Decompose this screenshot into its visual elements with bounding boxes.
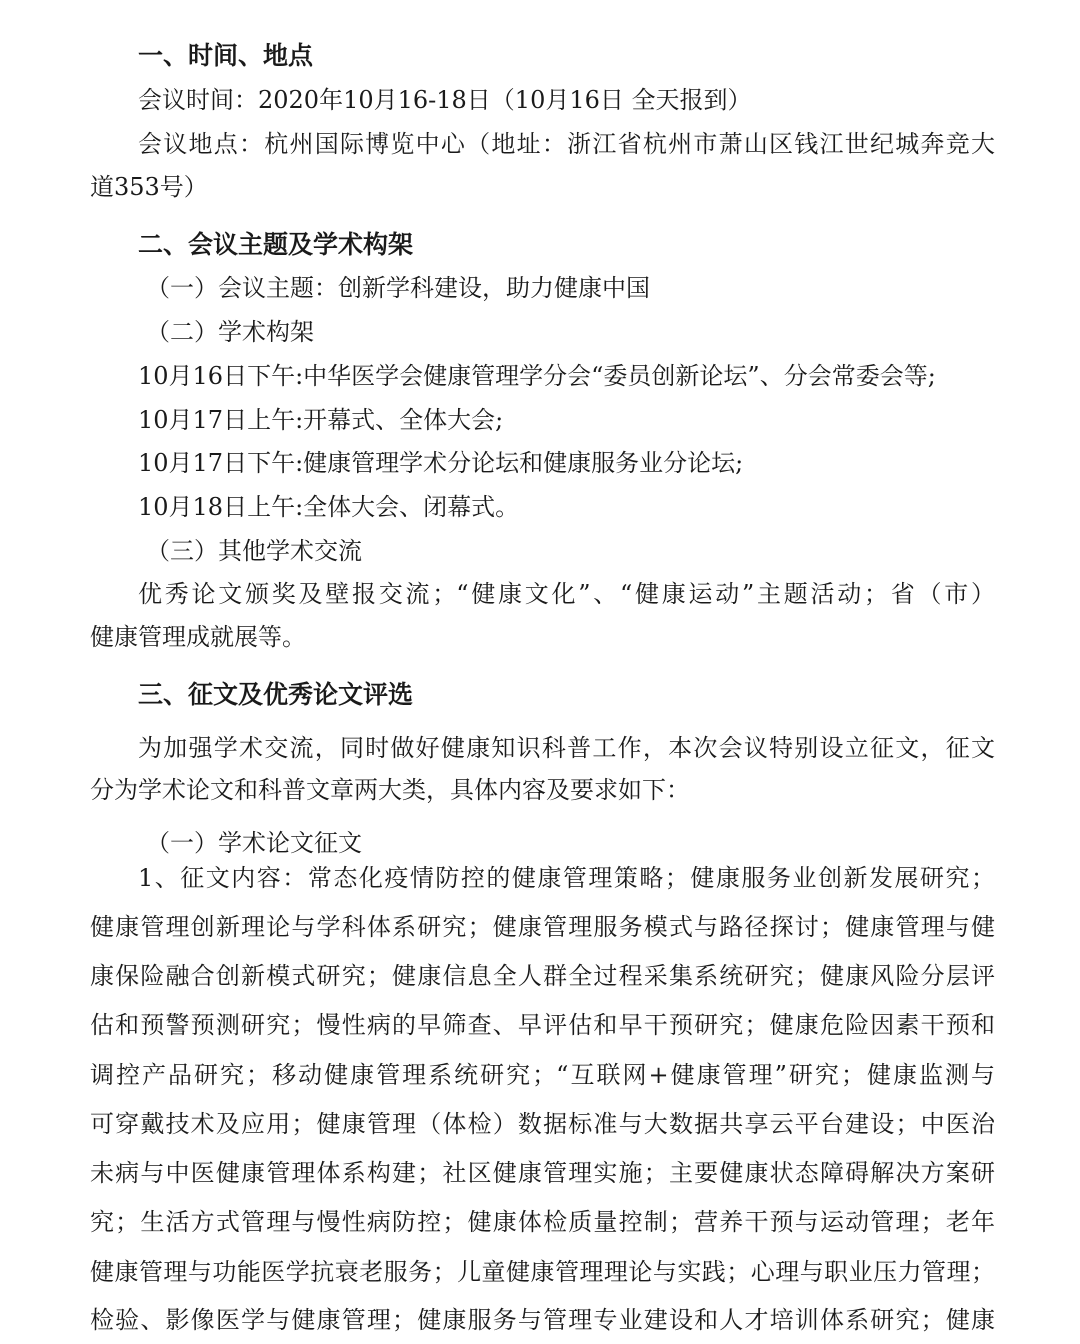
section-heading-papers: 三、征文及优秀论文评选 [138,680,414,709]
papers-intro-line: 分为学术论文和科普文章两大类，具体内容及要求如下： [90,776,690,804]
paper-content-line: 康保险融合创新模式研究；健康信息全人群全过程采集系统研究；健康风险分层评 [90,962,995,990]
other-exchange-line: 优秀论文颁奖及壁报交流；“健康文化”、“健康运动”主题活动；省（市） [138,580,995,608]
paper-content-line: 估和预警预测研究；慢性病的早筛查、早评估和早干预研究；健康危险因素干预和 [90,1011,995,1039]
paper-content-line: 可穿戴技术及应用；健康管理（体检）数据标准与大数据共享云平台建设；中医治 [90,1110,995,1138]
schedule-item: 10月17日下午:健康管理学术分论坛和健康服务业分论坛; [138,449,744,477]
framework-heading: （二）学术构架 [146,318,314,346]
paper-content-line: 未病与中医健康管理体系构建；社区健康管理实施；主要健康状态障碍解决方案研 [90,1159,995,1187]
schedule-item: 10月17日上午:开幕式、全体大会; [138,406,504,434]
papers-intro-line: 为加强学术交流，同时做好健康知识科普工作，本次会议特别设立征文，征文 [138,734,995,762]
section-heading-time-location: 一、时间、地点 [138,41,314,70]
schedule-item: 10月18日上午:全体大会、闭幕式。 [138,493,520,521]
meeting-location-line: 会议地点：杭州国际博览中心（地址：浙江省杭州市萧山区钱江世纪城奔竞大 [138,130,995,158]
other-exchange-heading: （三）其他学术交流 [146,537,362,565]
meeting-location-line: 道353号） [90,173,208,201]
paper-content-line: 1、征文内容：常态化疫情防控的健康管理策略；健康服务业创新发展研究； [138,864,995,892]
meeting-time: 会议时间：2020年10月16-18日（10月16日 全天报到） [138,86,752,114]
other-exchange-line: 健康管理成就展等。 [90,623,306,651]
paper-content-line: 健康管理与功能医学抗衰老服务；儿童健康管理理论与实践；心理与职业压力管理； [90,1258,995,1286]
paper-content-line: 健康管理创新理论与学科体系研究；健康管理服务模式与路径探讨；健康管理与健 [90,913,995,941]
section-heading-theme-framework: 二、会议主题及学术构架 [138,230,414,259]
academic-papers-heading: （一）学术论文征文 [146,829,362,857]
paper-content-line: 检验、影像医学与健康管理；健康服务与管理专业建设和人才培训体系研究；健康 [90,1306,995,1334]
meeting-theme: （一）会议主题：创新学科建设，助力健康中国 [146,274,650,302]
paper-content-line: 究；生活方式管理与慢性病防控；健康体检质量控制；营养干预与运动管理；老年 [90,1208,995,1236]
paper-content-line: 调控产品研究；移动健康管理系统研究；“互联网+健康管理”研究；健康监测与 [90,1061,995,1089]
schedule-item: 10月16日下午:中华医学会健康管理学分会“委员创新论坛”、分会常委会等; [138,362,936,390]
